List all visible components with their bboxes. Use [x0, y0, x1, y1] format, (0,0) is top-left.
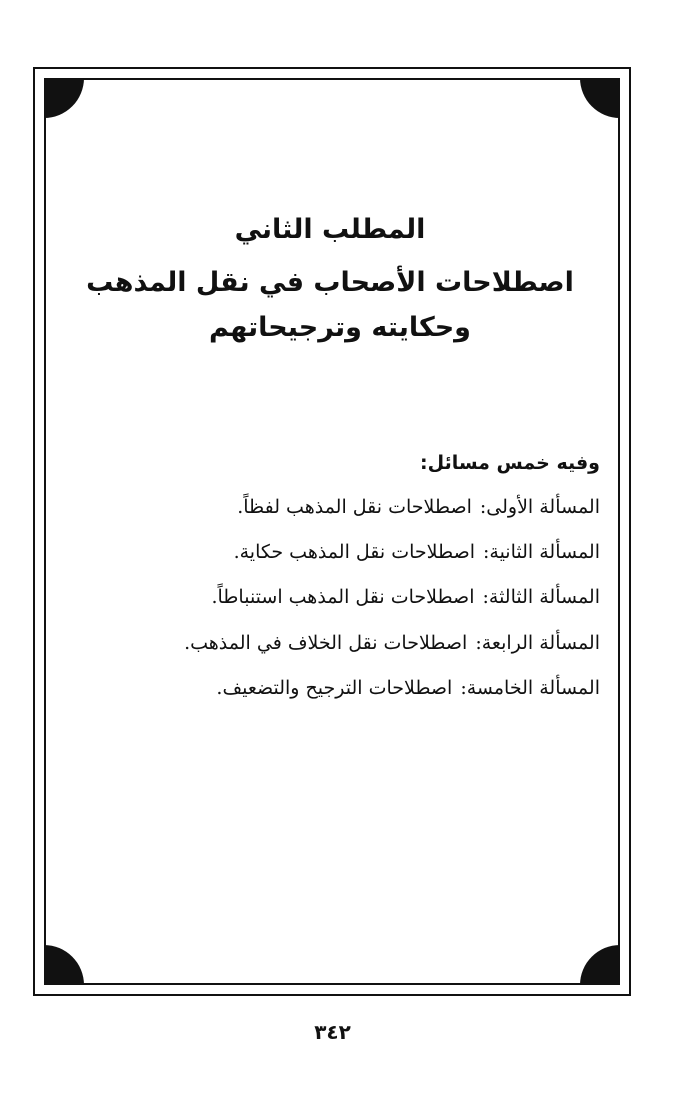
- issue-item: [237, 490, 600, 524]
- issue-text: اصطلاحات نقل المذهب لفظاً.: [237, 496, 472, 518]
- issue-label: المسألة الخامسة:: [460, 677, 600, 699]
- page-number: ٣٤٢: [314, 1020, 351, 1044]
- issues-intro: وفيه خمس مسائل:: [420, 452, 600, 474]
- issue-label: المسألة الرابعة:: [475, 632, 600, 654]
- section-title: المطلب الثاني: [234, 214, 426, 245]
- issue-label: المسألة الأولى:: [479, 496, 600, 518]
- section-subtitle-line-1: اصطلاحات الأصحاب في نقل المذهب: [86, 267, 574, 298]
- section-subtitle-line-2: وحكايته وترجيحاتهم: [209, 312, 471, 343]
- issue-item: [211, 580, 600, 614]
- issue-text: اصطلاحات نقل المذهب استنباطاً.: [211, 586, 475, 608]
- issue-item: [216, 671, 600, 705]
- issue-item: [184, 626, 600, 660]
- issue-text: اصطلاحات نقل المذهب حكاية.: [233, 541, 475, 563]
- issue-item: [234, 535, 600, 569]
- issue-text: اصطلاحات الترجيح والتضعيف.: [216, 677, 453, 699]
- issue-label: المسألة الثانية:: [482, 541, 600, 563]
- issue-label: المسألة الثالثة:: [482, 586, 600, 608]
- issue-text: اصطلاحات نقل الخلاف في المذهب.: [184, 632, 468, 654]
